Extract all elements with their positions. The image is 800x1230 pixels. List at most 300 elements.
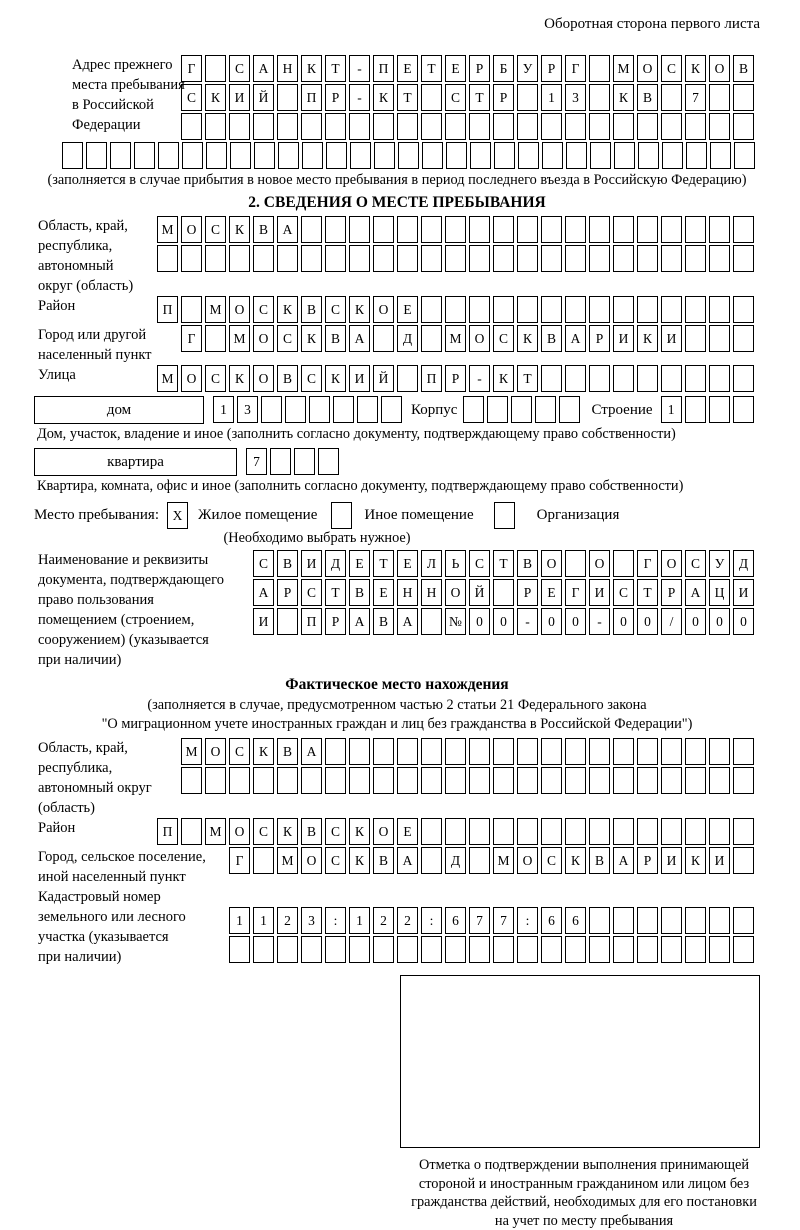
char-box[interactable]: Г [229,847,250,874]
char-box[interactable] [254,142,275,169]
char-box[interactable]: О [253,365,274,392]
char-box[interactable] [445,936,466,963]
char-box[interactable] [349,936,370,963]
char-box[interactable]: И [349,365,370,392]
char-box[interactable] [566,142,587,169]
char-box[interactable]: В [637,84,658,111]
char-box[interactable] [589,818,610,845]
char-box[interactable]: 0 [685,608,706,635]
char-box[interactable]: 1 [229,907,250,934]
char-box[interactable]: М [205,296,226,323]
char-box[interactable]: К [229,365,250,392]
char-box[interactable]: 6 [541,907,562,934]
char-box[interactable] [253,767,274,794]
char-box[interactable] [294,448,315,475]
char-box[interactable]: С [685,550,706,577]
char-box[interactable]: Б [493,55,514,82]
char-box[interactable] [518,142,539,169]
char-box[interactable]: Е [445,55,466,82]
char-box[interactable]: О [469,325,490,352]
char-box[interactable]: О [229,296,250,323]
char-box[interactable] [487,396,508,423]
char-box[interactable] [709,216,730,243]
char-box[interactable]: В [277,550,298,577]
char-box[interactable]: К [613,84,634,111]
char-box[interactable] [613,936,634,963]
char-box[interactable]: В [253,216,274,243]
char-box[interactable] [302,142,323,169]
char-box[interactable]: Т [397,84,418,111]
char-box[interactable]: 0 [709,608,730,635]
char-box[interactable]: М [277,847,298,874]
char-box[interactable]: В [277,365,298,392]
char-box[interactable]: К [349,296,370,323]
char-box[interactable]: 2 [397,907,418,934]
char-box[interactable] [733,113,754,140]
char-box[interactable] [733,396,754,423]
char-box[interactable] [253,113,274,140]
char-box[interactable] [350,142,371,169]
char-box[interactable]: Р [469,55,490,82]
char-box[interactable] [421,216,442,243]
char-box[interactable] [469,216,490,243]
char-box[interactable] [661,296,682,323]
char-box[interactable] [542,142,563,169]
char-box[interactable] [469,245,490,272]
char-box[interactable] [277,113,298,140]
char-box[interactable] [709,907,730,934]
char-box[interactable]: О [709,55,730,82]
char-box[interactable] [397,245,418,272]
char-box[interactable] [733,245,754,272]
char-box[interactable] [110,142,131,169]
char-box[interactable]: Н [421,579,442,606]
char-box[interactable]: С [613,579,634,606]
char-box[interactable]: Т [325,579,346,606]
char-box[interactable] [709,738,730,765]
char-box[interactable]: А [301,738,322,765]
char-box[interactable] [229,936,250,963]
char-box[interactable] [421,325,442,352]
char-box[interactable] [709,113,730,140]
char-box[interactable] [469,767,490,794]
char-box[interactable]: 1 [661,396,682,423]
char-box[interactable] [470,142,491,169]
char-box[interactable] [733,847,754,874]
char-box[interactable] [685,296,706,323]
char-box[interactable]: Т [469,84,490,111]
char-box[interactable]: 3 [237,396,258,423]
char-box[interactable]: К [493,365,514,392]
char-box[interactable] [613,818,634,845]
char-box[interactable] [535,396,556,423]
char-box[interactable] [229,113,250,140]
char-box[interactable] [661,907,682,934]
char-box[interactable]: Г [181,55,202,82]
char-box[interactable] [661,245,682,272]
char-box[interactable] [445,216,466,243]
char-box[interactable] [325,113,346,140]
char-box[interactable] [685,245,706,272]
char-box[interactable]: В [325,325,346,352]
char-box[interactable]: Н [277,55,298,82]
char-box[interactable]: К [277,818,298,845]
char-box[interactable] [541,738,562,765]
char-box[interactable]: Д [733,550,754,577]
char-box[interactable] [421,296,442,323]
char-box[interactable] [445,245,466,272]
char-box[interactable]: П [373,55,394,82]
char-box[interactable] [661,84,682,111]
char-box[interactable] [421,738,442,765]
char-box[interactable]: С [325,818,346,845]
char-box[interactable]: М [229,325,250,352]
char-box[interactable] [637,245,658,272]
char-box[interactable] [301,113,322,140]
char-box[interactable]: О [181,216,202,243]
char-box[interactable]: М [205,818,226,845]
char-box[interactable] [541,818,562,845]
char-box[interactable] [733,325,754,352]
char-box[interactable]: И [661,325,682,352]
residence-option-other-premises-checkbox[interactable] [331,502,352,529]
char-box[interactable] [373,767,394,794]
char-box[interactable] [565,550,586,577]
char-box[interactable] [565,818,586,845]
char-box[interactable]: И [301,550,322,577]
char-box[interactable] [421,818,442,845]
char-box[interactable]: 7 [493,907,514,934]
char-box[interactable]: 2 [277,907,298,934]
char-box[interactable]: Е [397,296,418,323]
char-box[interactable]: А [253,55,274,82]
char-box[interactable] [613,907,634,934]
char-box[interactable] [277,608,298,635]
char-box[interactable]: У [709,550,730,577]
char-box[interactable]: 7 [685,84,706,111]
char-box[interactable] [349,113,370,140]
char-box[interactable] [469,738,490,765]
char-box[interactable]: Т [493,550,514,577]
char-box[interactable] [253,936,274,963]
char-box[interactable] [590,142,611,169]
char-box[interactable] [733,738,754,765]
char-box[interactable] [589,113,610,140]
char-box[interactable]: Й [373,365,394,392]
char-box[interactable]: Е [397,550,418,577]
char-box[interactable] [613,550,634,577]
char-box[interactable]: И [253,608,274,635]
char-box[interactable] [493,579,514,606]
char-box[interactable]: В [733,55,754,82]
char-box[interactable] [277,767,298,794]
char-box[interactable] [285,396,306,423]
char-box[interactable]: Г [565,579,586,606]
char-box[interactable] [277,84,298,111]
char-box[interactable] [373,325,394,352]
char-box[interactable]: - [517,608,538,635]
char-box[interactable] [333,396,354,423]
char-box[interactable] [661,365,682,392]
char-box[interactable]: О [661,550,682,577]
char-box[interactable] [685,738,706,765]
char-box[interactable]: Д [445,847,466,874]
char-box[interactable]: С [493,325,514,352]
char-box[interactable] [517,216,538,243]
char-box[interactable]: С [253,818,274,845]
char-box[interactable] [373,936,394,963]
char-box[interactable]: В [373,847,394,874]
char-box[interactable] [373,113,394,140]
char-box[interactable]: К [637,325,658,352]
char-box[interactable] [733,296,754,323]
char-box[interactable]: С [205,216,226,243]
char-box[interactable] [421,245,442,272]
char-box[interactable]: О [253,325,274,352]
char-box[interactable] [662,142,683,169]
char-box[interactable]: О [517,847,538,874]
char-box[interactable] [565,767,586,794]
char-box[interactable] [421,84,442,111]
char-box[interactable]: Ц [709,579,730,606]
char-box[interactable] [661,113,682,140]
char-box[interactable]: Т [517,365,538,392]
char-box[interactable] [229,767,250,794]
char-box[interactable] [685,113,706,140]
char-box[interactable] [278,142,299,169]
char-box[interactable] [349,767,370,794]
char-box[interactable] [589,907,610,934]
char-box[interactable]: 1 [213,396,234,423]
char-box[interactable] [205,113,226,140]
char-box[interactable]: - [469,365,490,392]
char-box[interactable]: № [445,608,466,635]
char-box[interactable] [517,84,538,111]
char-box[interactable]: К [277,296,298,323]
char-box[interactable] [613,365,634,392]
char-box[interactable] [469,113,490,140]
char-box[interactable] [517,936,538,963]
char-box[interactable] [397,365,418,392]
char-box[interactable]: С [469,550,490,577]
char-box[interactable]: И [589,579,610,606]
char-box[interactable] [733,84,754,111]
char-box[interactable] [157,245,178,272]
char-box[interactable]: О [589,550,610,577]
char-box[interactable] [613,738,634,765]
char-box[interactable] [589,216,610,243]
char-box[interactable] [565,216,586,243]
char-box[interactable] [493,113,514,140]
char-box[interactable] [469,296,490,323]
char-box[interactable] [349,245,370,272]
char-box[interactable]: А [349,325,370,352]
char-box[interactable] [559,396,580,423]
char-box[interactable] [421,847,442,874]
char-box[interactable] [463,396,484,423]
char-box[interactable] [421,608,442,635]
char-box[interactable] [734,142,755,169]
char-box[interactable]: А [565,325,586,352]
char-box[interactable] [709,325,730,352]
char-box[interactable] [565,936,586,963]
char-box[interactable] [709,84,730,111]
char-box[interactable]: К [205,84,226,111]
char-box[interactable] [661,216,682,243]
char-box[interactable]: Н [397,579,418,606]
char-box[interactable] [685,936,706,963]
char-box[interactable] [309,396,330,423]
char-box[interactable]: В [301,818,322,845]
char-box[interactable] [493,738,514,765]
char-box[interactable]: 2 [373,907,394,934]
char-box[interactable] [158,142,179,169]
char-box[interactable] [205,767,226,794]
char-box[interactable] [445,767,466,794]
char-box[interactable] [686,142,707,169]
char-box[interactable]: Р [637,847,658,874]
char-box[interactable]: В [589,847,610,874]
char-box[interactable] [381,396,402,423]
char-box[interactable]: Е [349,550,370,577]
char-box[interactable] [541,767,562,794]
char-box[interactable] [253,847,274,874]
char-box[interactable] [229,245,250,272]
char-box[interactable] [230,142,251,169]
char-box[interactable] [661,738,682,765]
char-box[interactable]: К [229,216,250,243]
char-box[interactable] [446,142,467,169]
char-box[interactable] [613,113,634,140]
char-box[interactable] [685,216,706,243]
char-box[interactable]: В [373,608,394,635]
char-box[interactable] [445,296,466,323]
char-box[interactable] [421,767,442,794]
char-box[interactable] [517,818,538,845]
char-box[interactable] [469,818,490,845]
char-box[interactable] [637,296,658,323]
char-box[interactable]: Т [421,55,442,82]
char-box[interactable]: А [253,579,274,606]
char-box[interactable]: К [349,847,370,874]
char-box[interactable] [661,767,682,794]
char-box[interactable] [373,738,394,765]
char-box[interactable] [301,245,322,272]
char-box[interactable]: 0 [493,608,514,635]
char-box[interactable] [637,818,658,845]
residence-option-dwelling-checkbox[interactable]: X [167,502,188,529]
char-box[interactable]: С [541,847,562,874]
char-box[interactable]: П [157,818,178,845]
char-box[interactable]: О [301,847,322,874]
char-box[interactable] [469,847,490,874]
char-box[interactable] [421,113,442,140]
char-box[interactable]: К [685,55,706,82]
char-box[interactable] [733,216,754,243]
char-box[interactable] [565,365,586,392]
char-box[interactable] [685,365,706,392]
char-box[interactable]: 0 [469,608,490,635]
char-box[interactable]: 6 [445,907,466,934]
char-box[interactable]: В [277,738,298,765]
char-box[interactable] [445,818,466,845]
char-box[interactable]: А [613,847,634,874]
char-box[interactable]: П [421,365,442,392]
char-box[interactable]: / [661,608,682,635]
char-box[interactable] [325,245,346,272]
char-box[interactable] [205,325,226,352]
char-box[interactable]: 7 [469,907,490,934]
char-box[interactable] [493,936,514,963]
char-box[interactable]: С [277,325,298,352]
char-box[interactable] [565,113,586,140]
char-box[interactable]: - [349,84,370,111]
char-box[interactable] [261,396,282,423]
char-box[interactable] [181,767,202,794]
char-box[interactable] [709,245,730,272]
char-box[interactable] [301,216,322,243]
char-box[interactable]: К [253,738,274,765]
char-box[interactable] [733,936,754,963]
char-box[interactable]: С [253,550,274,577]
char-box[interactable] [541,936,562,963]
char-box[interactable] [637,113,658,140]
char-box[interactable]: 0 [613,608,634,635]
char-box[interactable] [301,936,322,963]
char-box[interactable]: И [709,847,730,874]
char-box[interactable] [613,216,634,243]
char-box[interactable]: 1 [253,907,274,934]
char-box[interactable]: К [517,325,538,352]
char-box[interactable]: П [301,84,322,111]
char-box[interactable] [733,907,754,934]
char-box[interactable]: К [349,818,370,845]
char-box[interactable] [134,142,155,169]
char-box[interactable]: С [301,365,322,392]
char-box[interactable] [397,936,418,963]
char-box[interactable]: О [205,738,226,765]
char-box[interactable] [565,296,586,323]
char-box[interactable] [733,818,754,845]
char-box[interactable] [685,396,706,423]
char-box[interactable] [637,767,658,794]
char-box[interactable]: У [517,55,538,82]
char-box[interactable] [685,325,706,352]
char-box[interactable]: Г [637,550,658,577]
char-box[interactable] [181,296,202,323]
char-box[interactable] [589,55,610,82]
char-box[interactable]: Р [277,579,298,606]
char-box[interactable]: И [661,847,682,874]
char-box[interactable] [86,142,107,169]
char-box[interactable]: А [277,216,298,243]
char-box[interactable]: М [181,738,202,765]
char-box[interactable]: С [445,84,466,111]
char-box[interactable] [326,142,347,169]
char-box[interactable] [397,738,418,765]
char-box[interactable] [397,216,418,243]
char-box[interactable] [733,767,754,794]
char-box[interactable]: М [493,847,514,874]
char-box[interactable] [445,738,466,765]
char-box[interactable]: С [205,365,226,392]
char-box[interactable] [637,365,658,392]
char-box[interactable] [62,142,83,169]
char-box[interactable]: А [685,579,706,606]
char-box[interactable]: С [661,55,682,82]
char-box[interactable] [469,936,490,963]
char-box[interactable] [517,245,538,272]
